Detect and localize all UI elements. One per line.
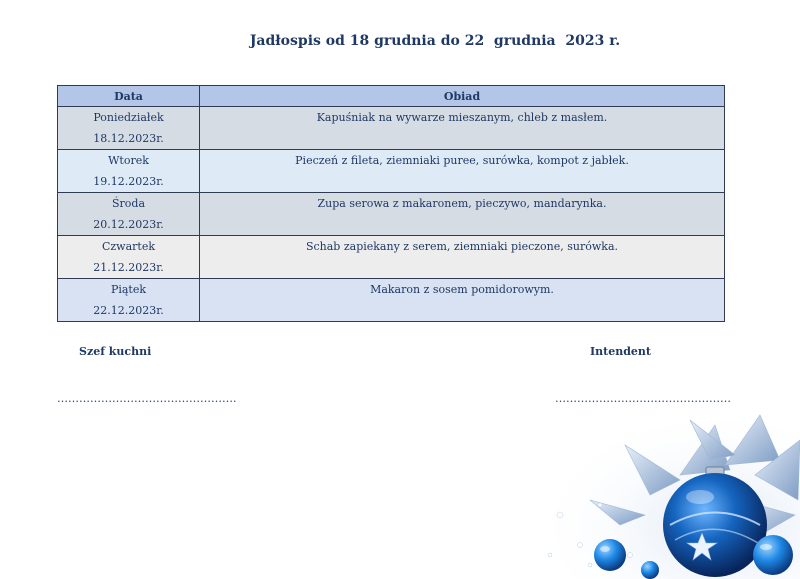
meal-cell: Schab zapiekany z serem, ziemniaki pieczone, surówka.	[200, 236, 725, 279]
day-cell	[58, 236, 200, 279]
steward-signature-line: …………………………………………	[555, 392, 731, 405]
day-date: 18.12.2023r.	[93, 132, 164, 145]
big-ornament-ball	[663, 473, 767, 577]
table-row	[58, 150, 725, 193]
meal-cell: Pieczeń z fileta, ziemniaki puree, surówka, kompot z jabłek.	[200, 150, 725, 193]
day-date: 21.12.2023r.	[93, 261, 164, 274]
table-row	[58, 193, 725, 236]
day-name: Czwartek	[101, 240, 156, 253]
small-ornament-ball	[753, 535, 793, 575]
page-title: Jadłospis od 18 grudnia do 22 grudnia 2023 r.	[249, 33, 621, 49]
day-date: 22.12.2023r.	[93, 304, 164, 317]
meal-cell: Zupa serowa z makaronem, pieczywo, mandarynka.	[200, 193, 725, 236]
day-date: 20.12.2023r.	[93, 218, 164, 231]
day-cell	[58, 150, 200, 193]
table-row	[58, 236, 725, 279]
day-name: Wtorek	[108, 154, 149, 167]
day-name: Poniedziałek	[93, 111, 164, 124]
table-header-row	[58, 86, 725, 107]
steward-signature-label: Intendent	[590, 345, 651, 358]
chef-signature-label: Szef kuchni	[79, 345, 152, 358]
day-cell	[58, 193, 200, 236]
meal-cell: Makaron z sosem pomidorowym.	[200, 279, 725, 322]
day-name: Piątek	[110, 283, 147, 296]
day-cell	[58, 279, 200, 322]
header-meal: Obiad	[200, 86, 725, 107]
small-ornament-ball	[594, 539, 626, 571]
day-name: Środa	[111, 197, 146, 210]
table-row	[58, 279, 725, 322]
small-ornament-ball	[641, 561, 659, 579]
day-date: 19.12.2023r.	[93, 175, 164, 188]
table-row	[58, 107, 725, 150]
header-date: Data	[58, 86, 200, 107]
chef-signature-line: ………………………………………….	[57, 392, 237, 405]
menu-table	[57, 85, 725, 322]
meal-cell: Kapuśniak na wywarze mieszanym, chleb z masłem.	[200, 107, 725, 150]
day-cell	[58, 107, 200, 150]
christmas-ornament-decoration	[530, 405, 800, 579]
